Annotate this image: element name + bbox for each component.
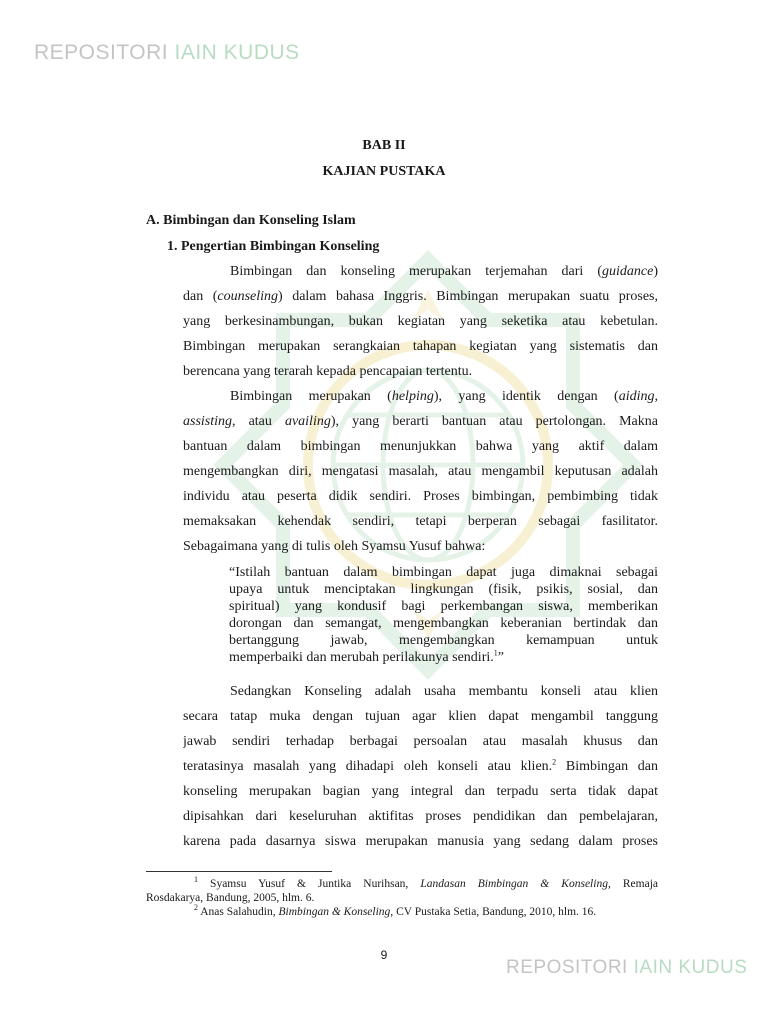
paragraph-line <box>230 264 658 280</box>
paragraph-line <box>230 389 658 405</box>
paragraph-line: yang berkesinambungan, bukan kegiatan yang seketika atau kebetulan. <box>183 314 658 329</box>
paragraph-line: jawab sendiri terhadap berbagai persoalan atau masalah khusus dan <box>183 734 658 749</box>
text-run: ) <box>653 264 658 279</box>
italic-term: aiding, <box>618 389 658 404</box>
quote-line <box>229 650 658 666</box>
page-number: 9 <box>380 948 388 962</box>
footnote-number: 2 <box>194 903 198 913</box>
text-run: ), yang identik dengan ( <box>433 389 619 404</box>
paragraph-line: Bimbingan merupakan serangkaian tahapan kegiatan yang sistematis dan <box>183 339 658 354</box>
paragraph-line: memaksakan kehendak sendiri, tetapi berperan sebagai fasilitator. <box>183 514 658 529</box>
text-run: teratasinya masalah yang dihadapi oleh konseli atau klien. <box>183 759 553 774</box>
footnote-1 <box>194 875 659 890</box>
paragraph-line: secara tatap muka dengan tujuan agar klien dapat mengambil tanggung <box>183 709 658 724</box>
italic-title: Bimbingan & Konseling, <box>278 906 394 918</box>
text-run: CV Pustaka Setia, Bandung, 2010, hlm. 16. <box>393 906 597 918</box>
paragraph-line: karena pada dasarnya siswa merupakan manusia yang sedang dalam proses <box>183 834 658 849</box>
paragraph-line: individu atau peserta didik sendiri. Proses bimbingan, pembimbing tidak <box>183 489 658 504</box>
paragraph-line: dipisahkan dari keseluruhan aktifitas proses pendidikan dan pembelajaran, <box>183 809 658 824</box>
subsection-heading: 1. Pengertian Bimbingan Konseling <box>167 239 380 254</box>
paragraph-line: Sebagaimana yang di tulis oleh Syamsu Yusuf bahwa: <box>183 539 486 554</box>
italic-term: assisting <box>183 414 233 429</box>
quote-line: spiritual) yang kondusif bagi perkembangan siswa, memberikan <box>229 599 658 614</box>
text-run: Bimbingan dan <box>556 759 658 774</box>
paragraph-line: mengembangkan diri, mengatasi masalah, atau mengambil keputusan adalah <box>183 464 658 479</box>
text-run: ) dalam bahasa Inggris. Bimbingan merupakan suatu proses, <box>278 289 658 304</box>
text-run: Syamsu Yusuf & Juntika Nurihsan, <box>198 878 421 890</box>
quote-line: bertanggung jawab, mengembangkan kemampuan untuk <box>229 633 658 648</box>
footnote-1-continued: Rosdakarya, Bandung, 2005, hlm. 6. <box>146 892 315 904</box>
footnote-separator <box>146 871 332 872</box>
footnote-ref: 1 <box>493 650 498 658</box>
quote-line: dorongan dan semangat, mengembangkan keberanian bertindak dan <box>229 616 658 631</box>
quote-line: upaya untuk menciptakan lingkungan (fisik, psikis, sosial, dan <box>229 582 658 597</box>
text-run: Bimbingan dan konseling merupakan terjemahan dari ( <box>230 264 602 279</box>
watermark-text: REPOSITORI <box>34 41 169 64</box>
quote-line: “Istilah bantuan dalam bimbingan dapat juga dimaknai sebagai <box>229 565 658 580</box>
paragraph-line: berencana yang terarah kepada pencapaian tertentu. <box>183 364 473 379</box>
text-run: dan ( <box>183 289 218 304</box>
text-run: memperbaiki dan merubah perilakunya sendiri. <box>229 650 494 665</box>
footnote-ref: 2 <box>552 759 557 767</box>
paragraph-line: bantuan dalam bimbingan menunjukkan bahwa yang aktif dalam <box>183 439 658 454</box>
italic-title: Landasan Bimbingan & Konseling, <box>420 878 611 890</box>
chapter-title: KAJIAN PUSTAKA <box>322 164 446 179</box>
repository-watermark-bottom <box>506 957 747 979</box>
watermark-accent-text: IAIN KUDUS <box>174 41 300 64</box>
italic-term: counseling <box>217 289 279 304</box>
text-run: Bimbingan merupakan ( <box>230 389 392 404</box>
chapter-number: BAB II <box>362 138 406 153</box>
watermark-text: REPOSITORI <box>506 957 628 978</box>
footnote-number: 1 <box>194 875 198 885</box>
paragraph-line: konseling merupakan bagian yang integral dan terpadu serta tidak dapat <box>183 784 658 799</box>
section-heading: A. Bimbingan dan Konseling Islam <box>146 213 356 228</box>
italic-term: guidance <box>602 264 654 279</box>
watermark-accent-text: IAIN KUDUS <box>633 957 748 978</box>
text-run: ” <box>497 650 504 665</box>
paragraph-line: Sedangkan Konseling adalah usaha membantu konseli atau klien <box>230 684 658 699</box>
text-run: ), yang berarti bantuan atau pertolongan. Makna <box>330 414 658 429</box>
paragraph-line <box>183 414 658 430</box>
paragraph-line <box>183 759 658 775</box>
repository-watermark-top <box>34 41 300 65</box>
text-run: , atau <box>232 414 285 429</box>
text-run: Anas Salahudin, <box>198 906 279 918</box>
italic-term: availing <box>284 414 331 429</box>
footnote-2 <box>194 903 597 918</box>
paragraph-line <box>183 289 658 305</box>
italic-term: helping <box>391 389 434 404</box>
text-run: Remaja <box>610 878 659 890</box>
